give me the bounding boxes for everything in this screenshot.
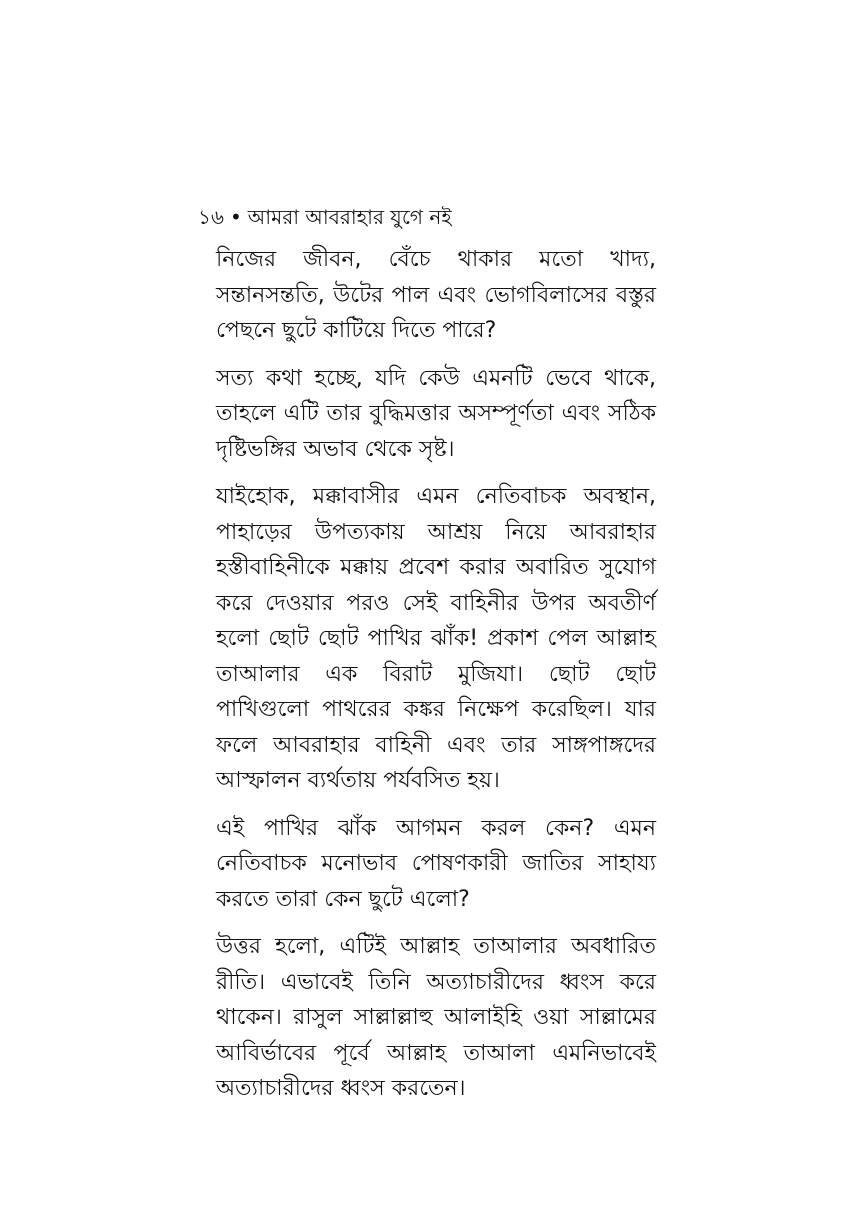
paragraph-5: উত্তর হলো, এটিই আল্লাহ তাআলার অবধারিত রীতি। এভাবেই তিনি অত্যাচারীদের ধ্বংস করে থাকেন। রাসুল সাল্লাল্লাহু আলাইহি ওয়া সাল্লামের আবির্ভাবের পূর্বে আল্লাহ তাআলা এমনিভাবেই অত্যাচারীদের ধ্বংস করতেন। — [216, 934, 656, 1101]
body-text — [216, 242, 656, 1119]
paragraph-2: সত্য কথা হচ্ছে, যদি কেউ এমনটি ভেবে থাকে, তাহলে এটি তার বুদ্ধিমত্তার অসম্পূর্ণতা এবং সঠিক দৃষ্টিভঙ্গির অভাব থেকে সৃষ্ট। — [216, 365, 656, 462]
book-title: আমরা আবরাহার যুগে নই — [247, 205, 452, 229]
paragraph-4: এই পাখির ঝাঁক আগমন করল কেন? এমন নেতিবাচক মনোভাব পোষণকারী জাতির সাহায্য করতে তারা কেন ছুটে এলো? — [216, 815, 656, 912]
paragraph-3: যাইহোক, মক্কাবাসীর এমন নেতিবাচক অবস্থান, পাহাড়ের উপত্যকায় আশ্রয় নিয়ে আবরাহার হস্তীবাহিনীকে মক্কায় প্রবেশ করার অবারিত সুযোগ করে দেওয়ার পরও সেই বাহিনীর উপর অবতীর্ণ হলো ছোট ছোট পাখির ঝাঁক! প্রকাশ পেল আল্লাহ তাআলার এক বিরাট মুজিযা। ছোট ছোট পাখিগুলো পাথরের কঙ্কর নিক্ষেপ করেছিল। যার ফলে আবরাহার বাহিনী এবং তার সাঙ্গপাঙ্গদের আস্ফালন ব্যর্থতায় পর্যবসিত হয়। — [216, 484, 656, 793]
paragraph-1: নিজের জীবন, বেঁচে থাকার মতো খাদ্য, সন্তানসন্ততি, উটের পাল এবং ভোগবিলাসের বস্তুর পেছনে ছুটে কাটিয়ে দিতে পারে? — [216, 247, 656, 343]
running-header — [198, 203, 452, 231]
page-number: ১৬ — [198, 205, 224, 229]
header-separator: • — [229, 205, 242, 229]
